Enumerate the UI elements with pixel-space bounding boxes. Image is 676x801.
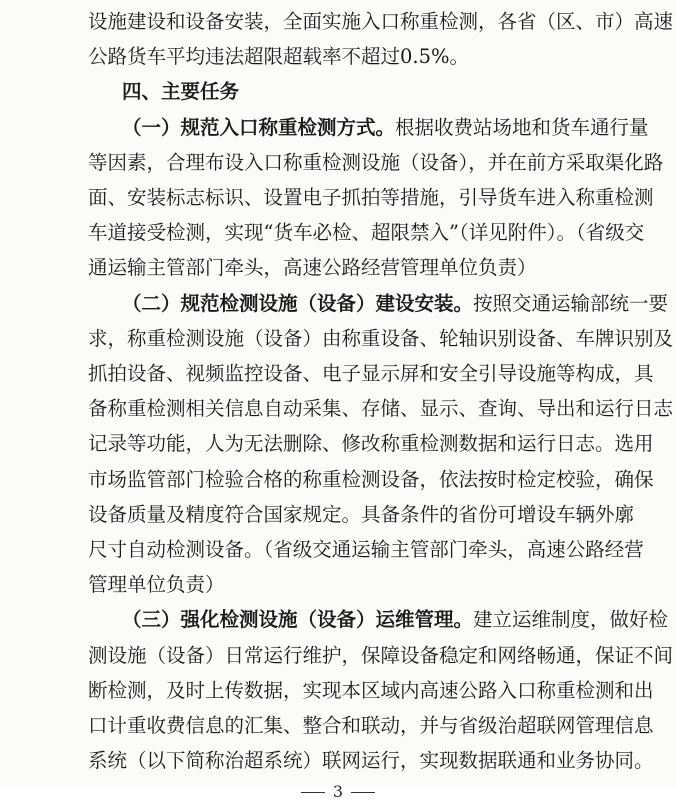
item3-line: 测设施（设备）日常运行维护，保障设备稳定和网络畅通，保证不间 (88, 643, 674, 667)
item1-line: 通运输主管部门牵头，高速公路经营管理单位负责） (88, 256, 537, 280)
page-number-dash-right (351, 792, 375, 793)
item2-line: 管理单位负责） (88, 573, 225, 597)
item3-first-line (122, 608, 669, 632)
item2-line: 求，称重检测设施（设备）由称重设备、轮轴识别设备、车牌识别及 (88, 326, 674, 350)
item1-first-line (122, 115, 649, 139)
item1-line: 车道接受检测，实现“货车必检、超限禁入”（详见附件）。（省级交 (88, 221, 645, 245)
item2-line: 记录等功能，人为无法删除、修改称重检测数据和运行日志。选用 (88, 432, 654, 456)
item1-line: 面、安装标志标识、设置电子抓拍等措施，引导货车进入称重检测 (88, 186, 654, 209)
item3-line: 口计重收费信息的汇集、整合和联动，并与省级治超联网管理信息 (88, 714, 654, 737)
item1-line: 等因素，合理布设入口称重检测设施（设备），并在前方采取渠化路 (88, 150, 664, 174)
item3-line: 系统（以下简称治超系统）联网运行，实现数据联通和业务协同。 (88, 749, 654, 773)
item2-first-line (122, 291, 669, 315)
item3-line: 断检测，及时上传数据，实现本区域内高速公路入口称重检测和出 (88, 678, 654, 702)
page-number (0, 784, 676, 800)
intro-line-2: 公路货车平均违法超限超载率不超过0.5%。 (88, 45, 470, 69)
item1-lead: （一）规范入口称重检测方式。 (122, 115, 396, 139)
page-number-dash-left (301, 792, 325, 793)
item3-lead: （三）强化检测设施（设备）运维管理。 (122, 608, 474, 632)
item2-line: 市场监管部门检验合格的称重检测设备，依法按时检定校验，确保 (88, 467, 654, 491)
item3-first-rest: 建立运维制度，做好检 (473, 608, 669, 632)
page-number-value: 3 (332, 782, 344, 801)
intro-line-1: 设施建设和设备安装，全面实施入口称重检测，各省（区、市）高速 (88, 10, 674, 33)
item1-first-rest: 根据收费站场地和货车通行量 (395, 115, 649, 139)
item2-line: 备称重检测相关信息自动采集、存储、显示、查询、导出和运行日志 (88, 397, 674, 421)
item2-line: 尺寸自动检测设备。（省级交通运输主管部门牵头，高速公路经营 (88, 538, 644, 561)
item2-line: 设备质量及精度符合国家规定。具备条件的省份可增设车辆外廓 (88, 502, 635, 526)
item2-lead: （二）规范检测设施（设备）建设安装。 (122, 291, 474, 315)
item2-first-rest: 按照交通运输部统一要 (473, 291, 669, 315)
item2-line: 抓拍设备、视频监控设备、电子显示屏和安全引导设施等构成，具 (88, 362, 654, 385)
section-heading: 四、主要任务 (122, 80, 240, 104)
